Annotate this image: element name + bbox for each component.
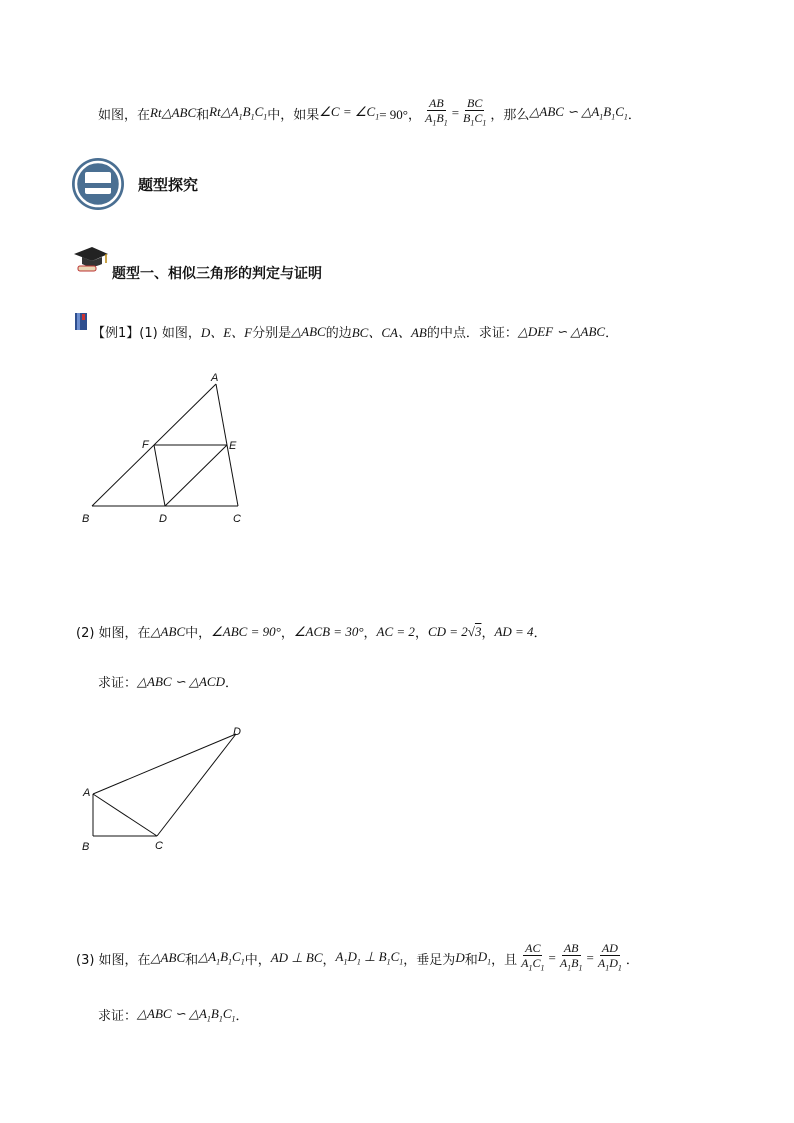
ex3-tri2: $\triangle A_1B_1C_1$ [198,949,245,967]
ex1-sides: BC、CA、AB [351,325,427,340]
book-badge-icon [70,156,126,212]
ex2-tri: △ABC [150,623,186,639]
ex1-mid: 分别是 [252,326,292,341]
ex2-prove: 求证： △ABC ∽ △ACD ． [98,673,238,691]
intro-conclusion: △ABC ∽ $\triangle A_1B_1C_1$ [529,104,628,122]
ex1-tri: △ABC [291,323,326,339]
fig1-seg-de [165,445,227,506]
intro-lead: 如图，在 [98,107,151,123]
intro-angle-tail: = 90°， [379,106,421,122]
ex3-line: (3) 如图，在 △ABC 和 $\triangle A_1B_1C_1$ 中， AD ⊥ BC ， $A_1D_1$ ⊥ $B_1C_1$ ，垂足为 D 和 $D_1$ ，且 $\frac{AC}{A_1C_1}$ = $\frac{AB}{A_1B_1}$ = $\frac{AD}{A_1D_1}$ ． [76,941,639,975]
intro-if: 中，如果 [267,107,320,123]
ex2-c3: AC = 2 [376,623,415,639]
ex2-c2: ∠ACB = 30° [293,623,364,639]
ex3-frac-ad: $\frac{AD}{A_1D_1}$ [597,941,622,973]
intro-angle: ∠C = $\angle C_1$ [319,104,380,122]
example-icon [74,312,90,332]
ex3-frac-ac: $\frac{AC}{A_1C_1}$ [521,941,545,973]
intro-then: ，那么 [490,107,530,123]
ex1-midpt: 的中点．求证： [426,326,518,341]
ex1-goal: △DEF ∽ △ABC [517,323,606,339]
fig1-label-d: D [159,513,167,525]
ex1-end: ． [605,326,619,341]
figure-2 [70,718,260,858]
intro-frac-bc: $\frac{BC}{B_1C_1}$ [463,96,487,128]
topic-icon [72,244,110,276]
ex2-prove-goal: △ABC ∽ △ACD [137,673,225,689]
figure-1 [70,365,270,535]
section-title: 题型探究 [138,176,199,194]
book-icon [74,312,90,332]
ex3-prove: 求证： △ABC ∽ $\triangle A_1B_1C_1$ ． [98,1005,249,1024]
ex2-pre: (2) 如图，在 [76,626,151,641]
ex1-line [92,322,618,341]
intro-and: 和 [196,107,210,123]
intro-line [98,96,641,130]
intro-tri1: Rt△ABC [150,105,197,121]
ex3-c2: $A_1D_1$ ⊥ $B_1C_1$ [335,949,404,967]
ex3-c1: AD ⊥ BC [270,950,323,966]
fig2-label-a: A [83,787,91,799]
ex2-line: (2) 如图，在 △ABC 中， ∠ABC = 90° ， ∠ACB = 30° ， AC = 2 ， CD = 2√3 ， AD = 4 ． [76,623,547,641]
fig1-label-f: F [142,439,149,451]
fig2-label-c: C [155,840,163,852]
ex3-frac-ab: $\frac{AB}{A_1B_1}$ [559,941,583,973]
topic-title: 题型一、相似三角形的判定与证明 [112,266,322,282]
fig1-label-b: B [82,513,90,525]
ex3-tri1: △ABC [150,950,186,966]
fig2-label-b: B [82,841,90,853]
fig2-label-d: D [233,726,241,738]
fig1-label-e: E [229,440,237,452]
ex2-c4: CD = 2√3 [427,623,482,639]
intro-eq: = [451,105,460,121]
graduation-cap-icon [72,244,110,276]
fig1-label-c: C [233,513,241,525]
ex1-vars: D、E、F [200,325,253,340]
intro-end: ． [627,107,641,123]
intro-frac-ab: $\frac{AB}{A_1B_1}$ [425,96,448,128]
fig1-label-a: A [211,372,219,384]
ex2-c1: ∠ABC = 90° [211,623,281,639]
intro-tri2: $Rt\triangle A_1B_1C_1$ [209,104,268,122]
section-badge [70,156,126,212]
ex2-c5: AD = 4 [494,623,534,639]
ex2-in: 中， [185,626,212,641]
fig2-side-cd [157,734,236,836]
fig2-side-ad [93,734,236,794]
ex1-sides-pre: 的边 [325,326,352,341]
ex1-part: (1) 如图， [139,326,201,341]
fig2-side-ac [93,794,157,836]
ex1-label: 【例1】 [92,326,140,341]
fig1-seg-fd [154,445,165,506]
ex3-prove-goal: △ABC ∽ $\triangle A_1B_1C_1$ [137,1005,236,1024]
